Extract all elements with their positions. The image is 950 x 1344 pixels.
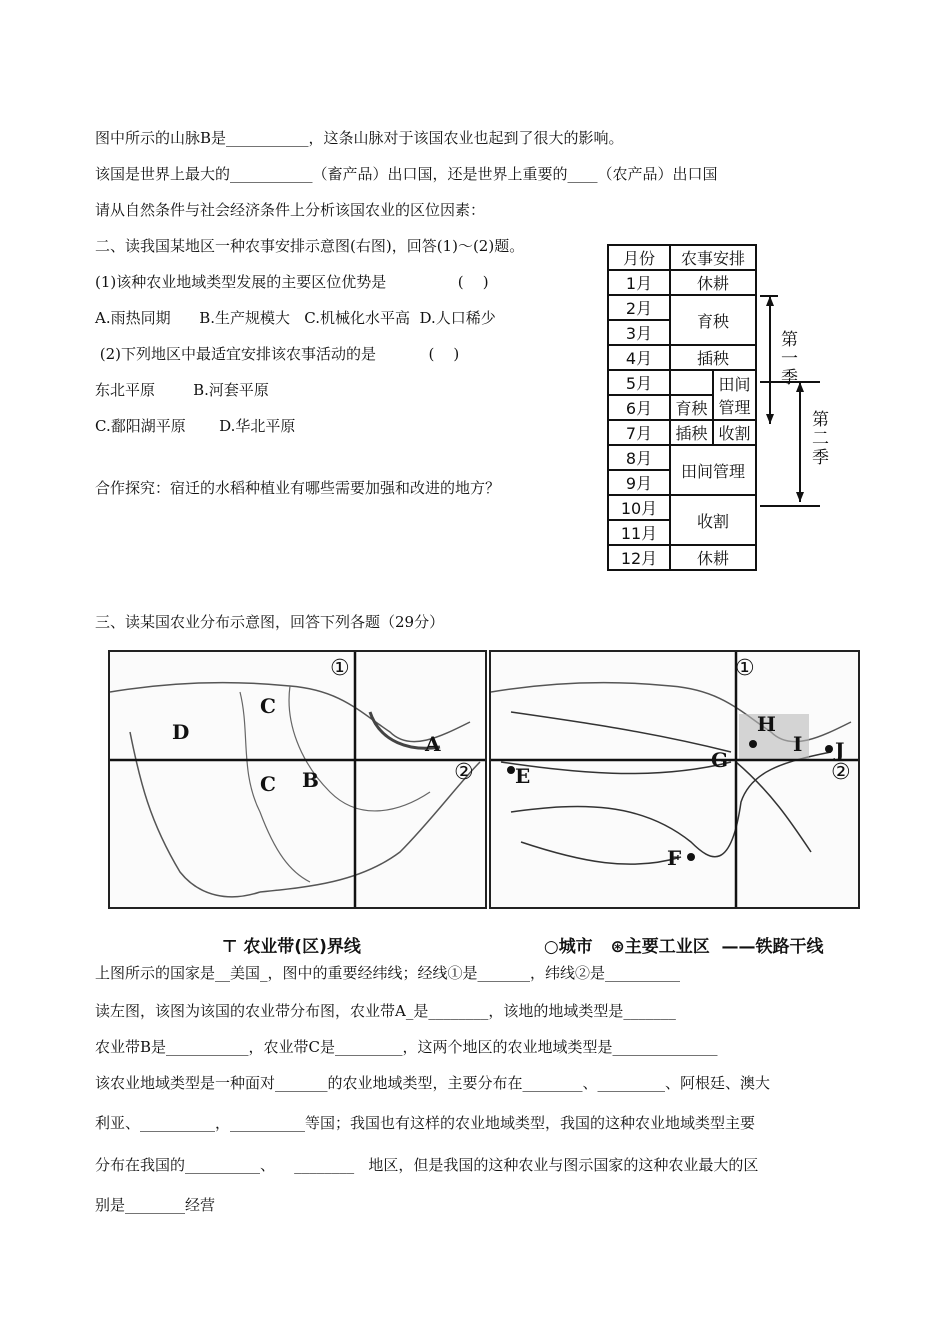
farming-schedule-table [607, 244, 757, 571]
task-cell: 休耕 [670, 545, 756, 570]
month-cell: 2月 [608, 295, 670, 320]
season-one-label: 第一季 [777, 330, 797, 387]
text-line-3: 请从自然条件与社会经济条件上分析该国农业的区位因素： [95, 201, 486, 219]
industry-icon: ⊛ [610, 937, 625, 957]
month-cell: 7月 [608, 420, 670, 445]
text-line-14: 农业带B是___________，农业带C是_________，这两个地区的农业地域类型是______________ [95, 1038, 718, 1056]
boundary-line-icon: ⊤ [221, 937, 244, 957]
text-line-2: 该国是世界上最大的___________（畜产品）出口国，还是世界上重要的____（农产品）出口国 [95, 165, 718, 183]
text-line-10: 合作探究：宿迁的水稻种植业有哪些需要加强和改进的地方？ [95, 479, 501, 497]
belt-label-c-south: C [260, 772, 276, 796]
city-label-i: I [793, 732, 803, 756]
task-cell: 休耕 [670, 270, 756, 295]
month-cell: 3月 [608, 320, 670, 345]
month-cell: 6月 [608, 395, 670, 420]
text-line-13: 读左图，该图为该国的农业带分布图，农业带A_是________，该地的地域类型是_______ [95, 1002, 676, 1020]
task-cell: 育秧 [670, 295, 756, 345]
city-label-e: E [515, 764, 531, 788]
month-cell: 10月 [608, 495, 670, 520]
meridian-marker: ① [330, 656, 350, 681]
task-cell: 收割 [670, 495, 756, 545]
belt-label-c-north: C [260, 694, 276, 718]
task-cell: 收割 [713, 420, 756, 445]
task-cell: 插秧 [670, 345, 756, 370]
right-legend: ○城市 ⊛主要工业区 ——铁路干线 [543, 937, 824, 957]
task-cell: 田间 管理 [713, 370, 756, 420]
header-task: 农事安排 [670, 245, 756, 270]
text-line-15: 该农业地域类型是一种面对_______的农业地域类型，主要分布在________、_________、阿根廷、澳大 [95, 1074, 771, 1092]
text-line-8: 东北平原 B.河套平原 [95, 381, 269, 399]
parallel-marker: ② [454, 760, 474, 785]
left-legend: ⊤ 农业带(区)界线 [221, 937, 361, 957]
season-brackets [760, 290, 840, 510]
belt-label-b: B [302, 768, 319, 792]
city-label-g: G [711, 748, 729, 772]
text-line-18: 别是________经营 [95, 1196, 216, 1214]
text-line-4: 二、读我国某地区一种农事安排示意图(右图)，回答(1)～(2)题。 [95, 237, 525, 255]
month-cell: 9月 [608, 470, 670, 495]
meridian-marker: ① [735, 656, 755, 681]
month-cell: 4月 [608, 345, 670, 370]
text-line-12: 上图所示的国家是__美国_，图中的重要经纬线；经线①是_______，纬线②是__________ [95, 964, 681, 982]
season-two-label: 第二季 [808, 410, 828, 467]
text-line-7: (2)下列地区中最适宜安排该农事活动的是 ( ) [95, 345, 460, 363]
text-line-1: 图中所示的山脉B是___________，这条山脉对于该国农业也起到了很大的影响。 [95, 129, 624, 147]
left-map-agriculture-belts [108, 650, 487, 909]
city-label-h: H [757, 712, 776, 736]
text-line-11: 三、读某国农业分布示意图，回答下列各题（29分） [95, 613, 445, 631]
month-cell: 5月 [608, 370, 670, 395]
text-line-9: C.鄱阳湖平原 D.华北平原 [95, 417, 296, 435]
city-label-f: F [667, 846, 682, 870]
belt-label-d: D [172, 720, 190, 744]
text-line-6: A.雨热同期 B.生产规模大 C.机械化水平高 D.人口稀少 [95, 309, 496, 327]
railway-icon: —— [721, 937, 756, 957]
text-line-16: 利亚、__________，__________等国；我国也有这样的农业地域类型，我国的这种农业地域类型主要 [95, 1114, 756, 1132]
right-map-cities-industry [489, 650, 860, 909]
parallel-marker: ② [831, 760, 851, 785]
month-cell: 12月 [608, 545, 670, 570]
city-icon: ○ [543, 937, 559, 957]
belt-label-a: A [425, 732, 441, 756]
header-month: 月份 [608, 245, 670, 270]
task-cell: 田间管理 [670, 445, 756, 495]
month-cell: 1月 [608, 270, 670, 295]
month-cell: 11月 [608, 520, 670, 545]
task-cell: 育秧 [670, 395, 713, 420]
text-line-5: (1)该种农业地域类型发展的主要区位优势是 ( ) [95, 273, 489, 291]
text-line-17: 分布在我国的__________、 ________ 地区，但是我国的这种农业与图示国家的这种农业最大的区 [95, 1156, 759, 1174]
task-cell: 插秧 [670, 420, 713, 445]
month-cell: 8月 [608, 445, 670, 470]
city-label-j: J [835, 738, 845, 762]
